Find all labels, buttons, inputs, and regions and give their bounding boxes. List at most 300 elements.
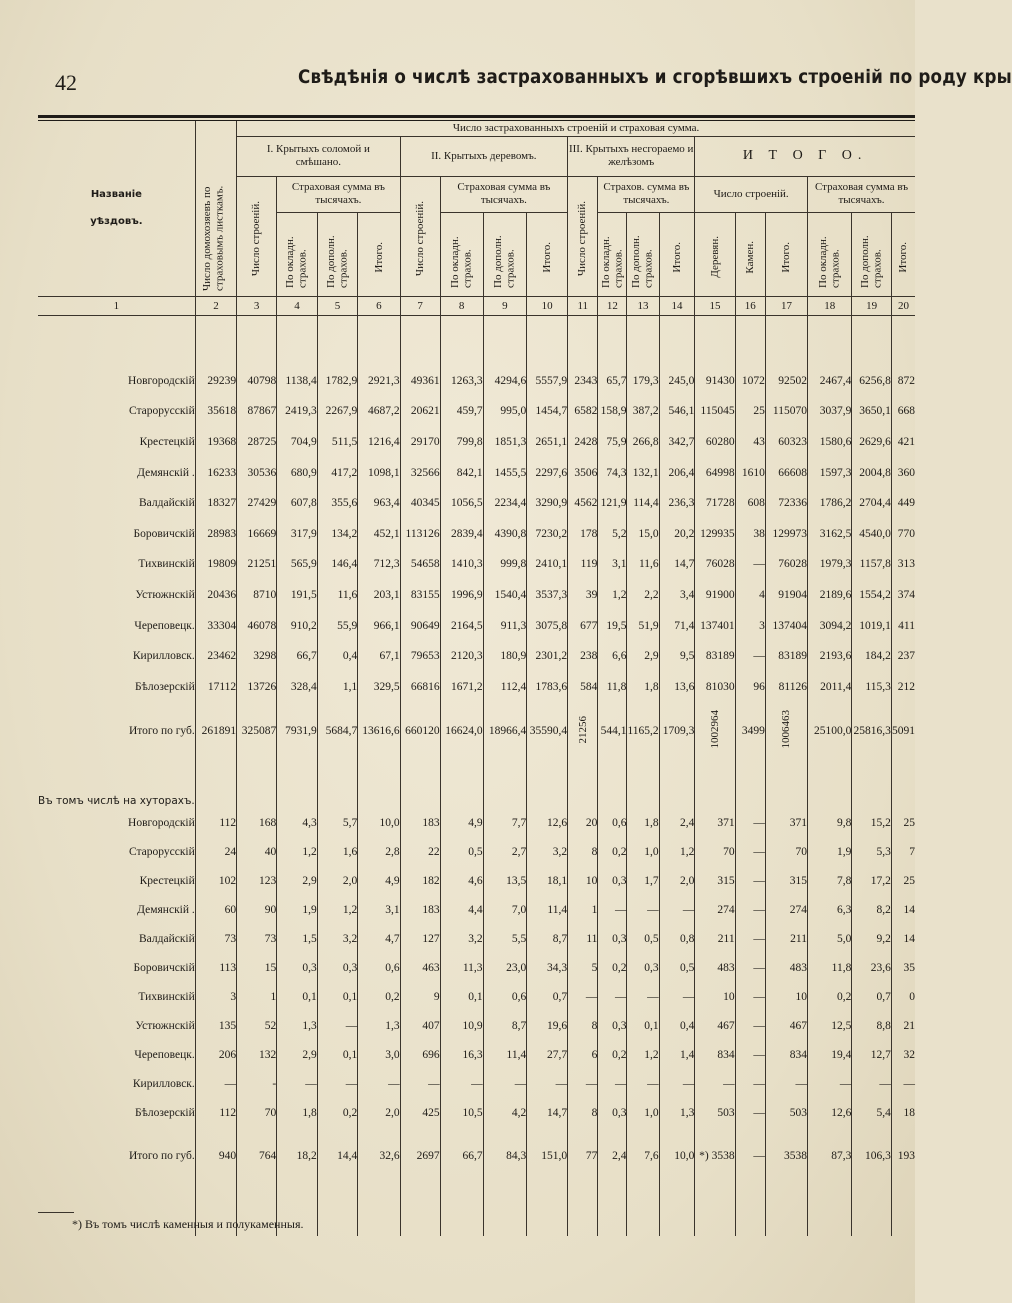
group2-text: II. Крытыхъ деревомъ.	[431, 149, 537, 162]
cell-col-13: 179,3	[627, 366, 659, 397]
cell-col-6: 452,1	[358, 518, 400, 549]
cell-col-10: 151,0	[527, 1141, 568, 1170]
district-name: Бѣлозерскій	[134, 1106, 195, 1119]
district-name: Новгородскій	[128, 816, 195, 829]
cell-col-18: 2467,4	[808, 366, 852, 397]
cell-col-19: 17,2	[852, 866, 892, 895]
cell-col-18: 25100,0	[808, 702, 852, 760]
cell-col-3: 13726	[237, 671, 277, 702]
cell-col-11: 6	[568, 1040, 598, 1069]
cell-col-6: 3,1	[358, 895, 400, 924]
cell-col-15: 64998	[695, 457, 735, 488]
cell-col-19: 2004,8	[852, 457, 892, 488]
cell-col-12: 0,3	[598, 1098, 627, 1127]
district-name: Демянскій .	[137, 903, 195, 916]
cell-col-16: 3	[735, 610, 765, 641]
name-column-header	[38, 121, 195, 296]
cell-col-12: 121,9	[598, 488, 627, 519]
cell-col-3: 1	[237, 982, 277, 1011]
cell-col-10: 3075,8	[527, 610, 568, 641]
cell-col-8: 4,9	[440, 808, 483, 837]
cell-col-2: 135	[195, 1011, 236, 1040]
cell-col-8: 11,3	[440, 953, 483, 982]
cell-col-7: 90649	[400, 610, 440, 641]
cell-col-9: 18966,4	[483, 702, 527, 760]
cell-col-12: —	[598, 1069, 627, 1098]
cell-col-10: 2651,1	[527, 427, 568, 458]
cell-col-18: 19,4	[808, 1040, 852, 1069]
cell-col-2: 20436	[195, 580, 236, 611]
cell-col-6: 329,5	[358, 671, 400, 702]
cell-col-10: 2297,6	[527, 457, 568, 488]
cell-col-13: 0,3	[627, 953, 659, 982]
cell-col-16: —	[735, 924, 765, 953]
cell-col-2: 102	[195, 866, 236, 895]
cell-col-20: 21	[891, 1011, 915, 1040]
cell-col-16: —	[735, 808, 765, 837]
g2-sum-header	[440, 176, 568, 212]
cell-col-19: 1554,2	[852, 580, 892, 611]
cell-col-16: —	[735, 837, 765, 866]
cell-col-17	[765, 702, 807, 760]
cell-col-18: 2189,6	[808, 580, 852, 611]
district-name: Валдайскій	[139, 497, 195, 510]
cell-col-17: 115070	[765, 396, 807, 427]
table-row	[38, 982, 915, 1011]
cell-col-16: —	[735, 1069, 765, 1098]
cell-col-4: 1,2	[277, 837, 318, 866]
district-name: Новгородскій	[128, 374, 195, 387]
g4-count-text: Число строеній.	[713, 187, 789, 200]
cell-col-17: 274	[765, 895, 807, 924]
cell-col-8: —	[440, 1069, 483, 1098]
g1-total-text: Итого.	[372, 241, 385, 273]
cell-col-15: 371	[695, 808, 735, 837]
cell-col-14: 2,4	[659, 808, 695, 837]
cell-col-15: 83189	[695, 641, 735, 672]
cell-col-9: 11,4	[483, 1040, 527, 1069]
cell-col-2: 206	[195, 1040, 236, 1069]
cell-col-5: 11,6	[317, 580, 358, 611]
cell-col-7: 113126	[400, 518, 440, 549]
cell-col-4: 607,8	[277, 488, 318, 519]
g4-wooden-header	[695, 212, 735, 296]
cell-col-11: 178	[568, 518, 598, 549]
table-row	[38, 1069, 915, 1098]
cell-col-19: 15,2	[852, 808, 892, 837]
cell-col-20: 668	[891, 396, 915, 427]
cell-col-13: 51,9	[627, 610, 659, 641]
total-row	[38, 1141, 915, 1170]
cell-col-10: 27,7	[527, 1040, 568, 1069]
cell-col-10: 3,2	[527, 837, 568, 866]
cell-col-9: 180,9	[483, 641, 527, 672]
cell-col-12: 1,2	[598, 580, 627, 611]
district-name: Устюжнскій	[135, 588, 195, 601]
cell-col-16: —	[735, 641, 765, 672]
cell-col-20: 421	[891, 427, 915, 458]
cell-col-8: 16,3	[440, 1040, 483, 1069]
cell-col-11: 6582	[568, 396, 598, 427]
cell-col-4: 66,7	[277, 641, 318, 672]
cell-col-20: 872	[891, 366, 915, 397]
cell-col-13: 1,8	[627, 671, 659, 702]
district-name: Валдайскій	[139, 932, 195, 945]
cell-col-11: —	[568, 1069, 598, 1098]
cell-col-14: 546,1	[659, 396, 695, 427]
cell-col-3: 87867	[237, 396, 277, 427]
cell-col-12: 5,2	[598, 518, 627, 549]
cell-col-19: 3650,1	[852, 396, 892, 427]
cell-col-5: 1782,9	[317, 366, 358, 397]
g1-sum-text: Страховая сумма въ тысячахъ.	[291, 181, 385, 206]
cell-col-10: 35590,4	[527, 702, 568, 760]
header-rule	[38, 115, 915, 118]
cell-col-4: 704,9	[277, 427, 318, 458]
cell-col-3: 40798	[237, 366, 277, 397]
cell-col-3: -	[237, 1069, 277, 1098]
cell-col-13: 114,4	[627, 488, 659, 519]
cell-col-4: 7931,9	[277, 702, 318, 760]
cell-col-17: 371	[765, 808, 807, 837]
cell-col-5: 2,0	[317, 866, 358, 895]
cell-col-17: 3538	[765, 1141, 807, 1170]
cell-col-14: 2,0	[659, 866, 695, 895]
cell-col-7: 40345	[400, 488, 440, 519]
column-number: 2	[195, 296, 236, 315]
table-row	[38, 366, 915, 397]
cell-col-13: 2,9	[627, 641, 659, 672]
cell-col-9: 1540,4	[483, 580, 527, 611]
cell-col-8: 2839,4	[440, 518, 483, 549]
cell-col-5: 134,2	[317, 518, 358, 549]
g4-extra-text: По дополн. страхов.	[858, 235, 884, 288]
cell-col-4: 1,8	[277, 1098, 318, 1127]
cell-col-2: 3	[195, 982, 236, 1011]
g1-base-text: По окладн. страхов.	[284, 236, 309, 288]
g3-total-header	[659, 212, 695, 296]
cell-col-12: 0,2	[598, 837, 627, 866]
cell-col-10: 5557,9	[527, 366, 568, 397]
cell-col-9: 1851,3	[483, 427, 527, 458]
cell-col-14: 0,8	[659, 924, 695, 953]
cell-col-16: —	[735, 1141, 765, 1170]
cell-col-13: 132,1	[627, 457, 659, 488]
cell-col-5: 14,4	[317, 1141, 358, 1170]
cell-col-3: 46078	[237, 610, 277, 641]
cell-col-20: 14	[891, 924, 915, 953]
cell-col-3: 30536	[237, 457, 277, 488]
cell-col-5: 1,2	[317, 895, 358, 924]
district-name: Боровичскій	[133, 961, 195, 974]
cell-col-9: 7,7	[483, 808, 527, 837]
cell-col-7: 183	[400, 895, 440, 924]
g1-extra-header	[317, 212, 358, 296]
cell-col-17: 72336	[765, 488, 807, 519]
cell-col-7: 54658	[400, 549, 440, 580]
cell-col-12: 158,9	[598, 396, 627, 427]
cell-col-7: 127	[400, 924, 440, 953]
cell-col-2: 33304	[195, 610, 236, 641]
g1-base-header	[277, 212, 318, 296]
cell-col-8: 2120,3	[440, 641, 483, 672]
cell-col-7: 660120	[400, 702, 440, 760]
cell-col-5: 0,1	[317, 982, 358, 1011]
cell-col-3: 3298	[237, 641, 277, 672]
column-number: 16	[735, 296, 765, 315]
table-row	[38, 1098, 915, 1127]
cell-col-15: 10	[695, 982, 735, 1011]
g3-count-text: Число строеній.	[576, 201, 589, 277]
cell-col-4: 1,5	[277, 924, 318, 953]
cell-col-16: 3499	[735, 702, 765, 760]
cell-col-9: 5,5	[483, 924, 527, 953]
group1-header	[237, 136, 400, 176]
column-number: 17	[765, 296, 807, 315]
cell-col-17: 60323	[765, 427, 807, 458]
cell-col-3: 15	[237, 953, 277, 982]
cell-col-13: 1,0	[627, 837, 659, 866]
cell-col-4: 328,4	[277, 671, 318, 702]
table-row	[38, 924, 915, 953]
cell-col-2: 112	[195, 808, 236, 837]
cell-col-12: 3,1	[598, 549, 627, 580]
cell-col-4: 2419,3	[277, 396, 318, 427]
g4-count-header	[695, 176, 808, 212]
cell-col-17: 503	[765, 1098, 807, 1127]
cell-col-3: 27429	[237, 488, 277, 519]
cell-col-19: 115,3	[852, 671, 892, 702]
district-name: Череповецк.	[134, 619, 195, 632]
cell-col-14: 14,7	[659, 549, 695, 580]
cell-col-14: —	[659, 1069, 695, 1098]
spacer-row	[38, 315, 915, 366]
g2-total-header	[527, 212, 568, 296]
column-number: 14	[659, 296, 695, 315]
cell-col-16: —	[735, 982, 765, 1011]
cell-col-6: 4,7	[358, 924, 400, 953]
cell-col-3: 21251	[237, 549, 277, 580]
cell-col-10: 8,7	[527, 924, 568, 953]
cell-col-13: 1165,2	[627, 702, 659, 760]
cell-col-5: 0,1	[317, 1040, 358, 1069]
cell-col-9: 84,3	[483, 1141, 527, 1170]
cell-col-16: —	[735, 953, 765, 982]
cell-col-19: 9,2	[852, 924, 892, 953]
cell-col-11: 8	[568, 837, 598, 866]
cell-col-16: 43	[735, 427, 765, 458]
group3-text: III. Крытыхъ несгораемо и желѣзомъ	[568, 143, 694, 168]
name-header-line1: Названіе	[90, 188, 142, 200]
cell-col-20: 449	[891, 488, 915, 519]
cell-col-2: 24	[195, 837, 236, 866]
cell-col-10: 2301,2	[527, 641, 568, 672]
cell-col-12: 65,7	[598, 366, 627, 397]
table-row	[38, 488, 915, 519]
cell-col-3: 8710	[237, 580, 277, 611]
cell-col-17: 66608	[765, 457, 807, 488]
g4-base-header	[808, 212, 852, 296]
cell-col-2: 19368	[195, 427, 236, 458]
g3-total-text: Итого.	[670, 241, 683, 273]
cell-col-7: 2697	[400, 1141, 440, 1170]
cell-col-3: 70	[237, 1098, 277, 1127]
cell-col-20: 360	[891, 457, 915, 488]
cell-col-3: 73	[237, 924, 277, 953]
cell-col-4: —	[277, 1069, 318, 1098]
cell-col-7: 49361	[400, 366, 440, 397]
cell-col-15: 81030	[695, 671, 735, 702]
total-row	[38, 702, 915, 760]
g3-base-text: По окладн. страхов.	[599, 236, 625, 288]
g4-sum-text: Страховая сумма въ тысячахъ.	[814, 181, 909, 206]
cell-col-4: 191,5	[277, 580, 318, 611]
cell-col-14: 0,5	[659, 953, 695, 982]
g2-extra-header	[483, 212, 527, 296]
table-row	[38, 610, 915, 641]
cell-col-7: 83155	[400, 580, 440, 611]
cell-col-2: 28983	[195, 518, 236, 549]
cell-col-2: 261891	[195, 702, 236, 760]
cell-col-18: 3162,5	[808, 518, 852, 549]
district-name: Итого по губ.	[128, 725, 195, 738]
cell-col-5: 146,4	[317, 549, 358, 580]
cell-col-14: 20,2	[659, 518, 695, 549]
cell-col-13: 0,1	[627, 1011, 659, 1040]
g4-stone-text: Камен.	[743, 240, 756, 274]
cell-col-13: 1,7	[627, 866, 659, 895]
table-row	[38, 580, 915, 611]
cell-col-11: 11	[568, 924, 598, 953]
cell-col-13: 0,5	[627, 924, 659, 953]
cell-col-20: 7	[891, 837, 915, 866]
cell-col-7: —	[400, 1069, 440, 1098]
cell-col-18: 7,8	[808, 866, 852, 895]
cell-col-5: —	[317, 1069, 358, 1098]
cell-col-3: 52	[237, 1011, 277, 1040]
cell-col-19: 8,8	[852, 1011, 892, 1040]
g4-count-total-header	[765, 212, 807, 296]
cell-col-15: —	[695, 1069, 735, 1098]
cell-col-11: 5	[568, 953, 598, 982]
cell-col-8: 10,5	[440, 1098, 483, 1127]
g4-sum-header	[808, 176, 916, 212]
cell-col-20: 35	[891, 953, 915, 982]
cell-col-11: 8	[568, 1098, 598, 1127]
g2-base-header	[440, 212, 483, 296]
cell-col-16: —	[735, 549, 765, 580]
g3-sum-text: Страхов. сумма въ тысячахъ.	[603, 181, 690, 206]
cell-col-20: 5091	[891, 702, 915, 760]
table-row	[38, 1040, 915, 1069]
cell-col-6: 10,0	[358, 808, 400, 837]
cell-col-6: 3,0	[358, 1040, 400, 1069]
cell-col-4: 18,2	[277, 1141, 318, 1170]
cell-col-14: 1709,3	[659, 702, 695, 760]
cell-col-12: 74,3	[598, 457, 627, 488]
cell-col-16: —	[735, 895, 765, 924]
cell-col-6: 1,3	[358, 1011, 400, 1040]
cell-col-4: 2,9	[277, 866, 318, 895]
cell-col-17: 70	[765, 837, 807, 866]
cell-col-13: —	[627, 895, 659, 924]
cell-col-15: 71728	[695, 488, 735, 519]
cell-col-12: 0,3	[598, 866, 627, 895]
cell-col-8: 459,7	[440, 396, 483, 427]
district-name: Кирилловск.	[132, 1077, 195, 1090]
cell-col-13: 11,6	[627, 549, 659, 580]
cell-col-20: 411	[891, 610, 915, 641]
cell-col-9: 2,7	[483, 837, 527, 866]
cell-col-10: 18,1	[527, 866, 568, 895]
cell-col-2: 16233	[195, 457, 236, 488]
cell-col-8: 1996,9	[440, 580, 483, 611]
cell-col-6: 32,6	[358, 1141, 400, 1170]
cell-col-17: 211	[765, 924, 807, 953]
cell-col-5: 2267,9	[317, 396, 358, 427]
cell-col-10: 34,3	[527, 953, 568, 982]
g1-count-header	[237, 176, 277, 296]
g4-total-header	[891, 212, 915, 296]
cell-col-15: 315	[695, 866, 735, 895]
column-number: 5	[317, 296, 358, 315]
cell-col-7: 22	[400, 837, 440, 866]
cell-col-15: 503	[695, 1098, 735, 1127]
cell-col-13: —	[627, 1069, 659, 1098]
table-row	[38, 641, 915, 672]
cell-col-6: 712,3	[358, 549, 400, 580]
cell-col-17: 76028	[765, 549, 807, 580]
cell-col-7: 182	[400, 866, 440, 895]
spacer-row	[38, 1127, 915, 1141]
column-number: 13	[627, 296, 659, 315]
cell-col-9: 4294,6	[483, 366, 527, 397]
g4-count-total-text: Итого.	[780, 241, 793, 273]
cell-col-7: 183	[400, 808, 440, 837]
cell-col-10: —	[527, 1069, 568, 1098]
cell-col-4: 1,3	[277, 1011, 318, 1040]
cell-col-6: 13616,6	[358, 702, 400, 760]
cell-col-5: 0,2	[317, 1098, 358, 1127]
cell-col-18: 12,5	[808, 1011, 852, 1040]
cell-col-15: 76028	[695, 549, 735, 580]
g4-extra-header	[852, 212, 892, 296]
cell-col-3: 28725	[237, 427, 277, 458]
cell-col-15: *) 3538	[695, 1141, 735, 1170]
cell-col-5: 5,7	[317, 808, 358, 837]
g1-extra-text: По дополн. страхов.	[324, 235, 350, 288]
cell-col-11: —	[568, 982, 598, 1011]
cell-col-19: 106,3	[852, 1141, 892, 1170]
cell-col-12: —	[598, 982, 627, 1011]
cell-col-19: 4540,0	[852, 518, 892, 549]
cell-col-12: 0,3	[598, 1011, 627, 1040]
cell-col-9: 2234,4	[483, 488, 527, 519]
cell-col-5: —	[317, 1011, 358, 1040]
cell-col-12: 19,5	[598, 610, 627, 641]
district-name: Итого по губ.	[128, 1149, 195, 1162]
cell-col-18: 0,2	[808, 982, 852, 1011]
cell-col-15: 137401	[695, 610, 735, 641]
group3-header	[568, 136, 695, 176]
cell-col-8: 4,4	[440, 895, 483, 924]
cell-col-13: 387,2	[627, 396, 659, 427]
cell-col-7: 9	[400, 982, 440, 1011]
cell-col-16: —	[735, 1098, 765, 1127]
cell-col-7: 696	[400, 1040, 440, 1069]
cell-col-4: 1,9	[277, 895, 318, 924]
cell-col-11: 3506	[568, 457, 598, 488]
